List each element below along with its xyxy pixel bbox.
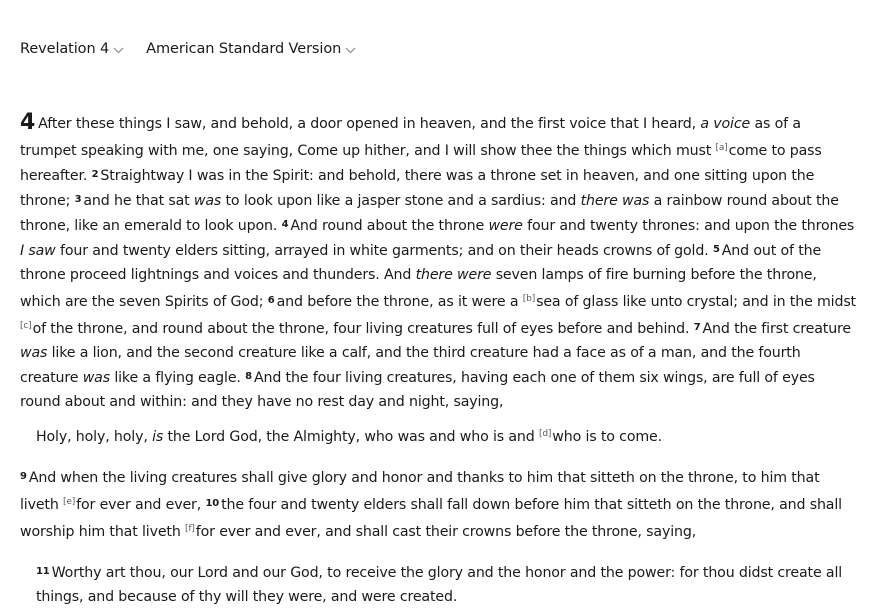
- verse-text: Straightway I was in the Spirit: and behold, there was a throne set in heaven, and one sitting upon the throne;: [20, 168, 815, 209]
- italic-text: were: [488, 218, 523, 234]
- poetry-line-1: [36, 422, 856, 449]
- italic-text: there was: [580, 193, 650, 209]
- verse-text: of the throne, and round about the throne, four living creatures full of eyes before and behind.: [32, 321, 694, 337]
- verse-text: and before the throne, as it were a: [276, 294, 523, 310]
- passage-selector-bar: [20, 40, 378, 58]
- italic-text: is: [152, 429, 164, 445]
- verse-text: the four and twenty elders shall fall down before him that sitteth on the throne, and shall worship him that liveth: [20, 497, 842, 540]
- verse-text: like a flying eagle.: [109, 370, 246, 386]
- footnote-link-a[interactable]: [ $^a$ ]: [716, 143, 728, 153]
- chapter-number: 4: [20, 110, 36, 135]
- verse-number-2: 2: [91, 169, 99, 180]
- verse-text: sea of glass like unto crystal; and in the midst: [536, 294, 856, 310]
- verse-text: And out of the throne proceed lightnings and voices and thunders. And: [20, 243, 822, 283]
- verse-text: And round about the throne: [290, 218, 489, 234]
- footnote-link-b[interactable]: [ $^b$ ]: [523, 294, 535, 304]
- verse-text: like a lion, and the second creature like a calf, and the third creature had a face as of a man, and the fourth creature: [20, 345, 801, 386]
- verse-text: for ever and ever, and shall cast their crowns before the throne, saying,: [195, 524, 697, 540]
- verse-text: And the four living creatures, having each one of them six wings, are full of eyes round about and within: and they have no rest day and night, saying,: [20, 370, 815, 410]
- passage-text: [20, 112, 856, 609]
- footnote-link-e[interactable]: [ $^e$ ]: [63, 497, 75, 507]
- verse-number-3: 3: [74, 194, 82, 205]
- italic-text: was: [193, 193, 222, 209]
- verse-text: and he that sat: [83, 193, 194, 209]
- verse-text: And when the living creatures shall give glory and honor and thanks to him that sitteth on the throne, to him that liveth: [20, 470, 820, 513]
- italic-text: a voice: [700, 116, 751, 132]
- verse-number-10: 10: [205, 498, 220, 509]
- book-chapter-label: Revelation 4: [20, 41, 110, 57]
- italic-text: I saw: [20, 243, 56, 259]
- verse-number-7: 7: [693, 322, 701, 333]
- verse-text: the Lord God, the Almighty, who was and who is and: [163, 429, 539, 445]
- verse-text: for ever and ever,: [76, 497, 206, 513]
- verse-text: to look upon like a jasper stone and a sardius: and: [221, 193, 581, 209]
- verse-number-8: 8: [245, 371, 252, 382]
- verse-number-11: 11: [36, 566, 50, 577]
- italic-text: was: [20, 345, 48, 361]
- footnote-link-d[interactable]: [ $^d$ ]: [539, 429, 551, 439]
- italic-text: there were: [415, 267, 492, 283]
- version-dropdown[interactable]: [146, 40, 356, 58]
- verse-text: Holy, holy, holy,: [36, 429, 153, 445]
- verse-text: Worthy art thou, our Lord and our God, to receive the glory and the honor and the power: for thou didst create all things, and because of thy will they were, and were created.: [36, 565, 843, 605]
- verse-number-6: 6: [267, 295, 275, 306]
- verse-text: a rainbow round about the throne, like an emerald to look upon.: [20, 193, 839, 234]
- paragraph-1: [20, 112, 856, 414]
- chevron-down-icon: [113, 42, 124, 58]
- footnote-link-c[interactable]: [ $^c$ ]: [20, 321, 32, 331]
- verse-text: seven lamps of fire burning before the throne, which are the seven Spirits of God;: [20, 267, 817, 310]
- verse-text: four and twenty thrones: and upon the thrones: [522, 218, 855, 234]
- verse-text: come to pass hereafter.: [20, 143, 822, 184]
- poetry-line-2: [36, 560, 856, 609]
- verse-number-5: 5: [712, 244, 720, 255]
- verse-number-4: 4: [281, 219, 289, 230]
- book-chapter-dropdown[interactable]: [20, 40, 124, 58]
- italic-text: was: [82, 370, 110, 386]
- footnote-link-f[interactable]: [ $^f$ ]: [185, 524, 195, 534]
- version-label: American Standard Version: [146, 41, 342, 57]
- verse-text: And the first creature: [702, 321, 851, 337]
- verse-text: who is to come.: [552, 429, 662, 445]
- verse-text: as of a trumpet speaking with me, one saying, Come up hither, and I will show thee the things which must: [20, 116, 801, 159]
- chevron-down-icon: [345, 42, 356, 58]
- verse-number-9: 9: [20, 471, 27, 482]
- paragraph-2: [20, 465, 856, 544]
- verse-text: After these things I saw, and behold, a door opened in heaven, and the first voice that I heard,: [38, 116, 701, 132]
- verse-text: four and twenty elders sitting, arrayed in white garments; and on their heads crowns of gold.: [55, 243, 713, 259]
